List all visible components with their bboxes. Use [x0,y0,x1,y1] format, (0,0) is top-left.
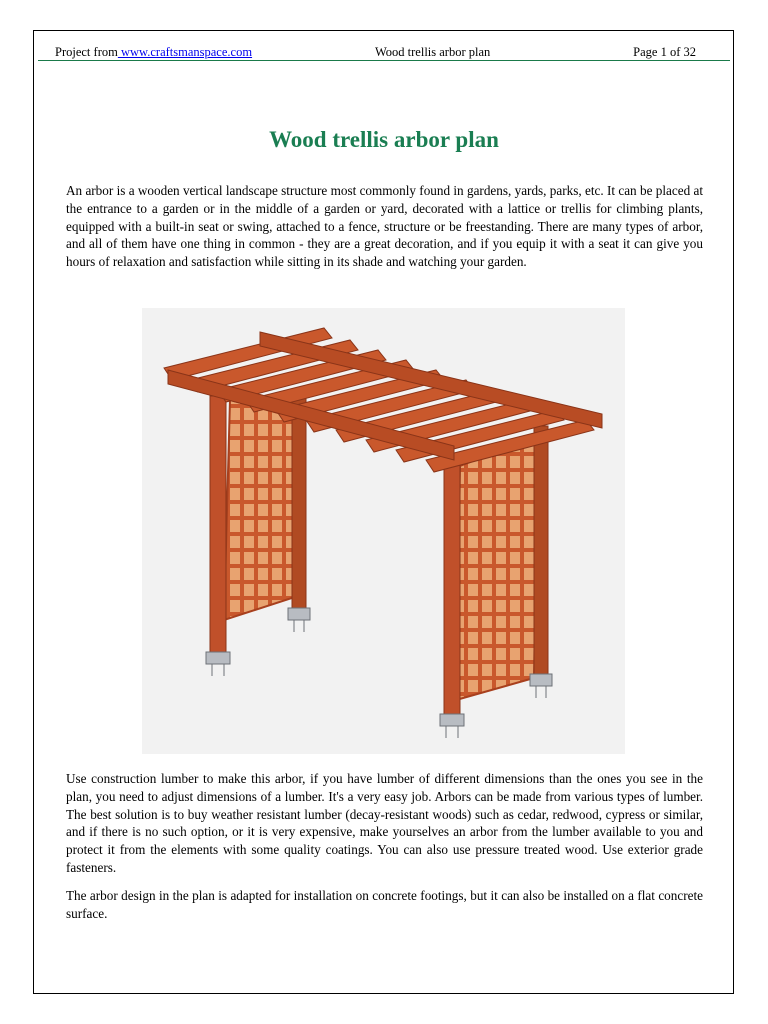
arbor-drawing [142,308,625,754]
right-back-post [534,426,548,684]
header-divider [38,60,730,61]
header-project-source [55,44,252,60]
left-back-post [292,396,306,618]
header-website-link[interactable]: www.craftsmanspace.com [117,45,253,59]
lumber-paragraph: Use construction lumber to make this arbor, if you have lumber of different dimensions than the ones you see in the plan, you need to adjust dimensions of a lumber. It's a very easy job. Arbors can be made from various types of lumber. The best solution is to buy weather resistant lumber (decay-resistant woods) such as cedar, redwood, cypress or similar, and if there is no such option, or it is very expensive, make yourselves an arbor from the lumber available to you and protect it from the elements with some quality coatings. You can also use pressure treated wood. Use exterior grade fasteners. [66,771,703,875]
right-front-post [444,458,460,724]
page-title: Wood trellis arbor plan [269,127,499,152]
intro-paragraph: An arbor is a wooden vertical landscape structure most commonly found in gardens, yards, parks, etc. It can be placed at the entrance to a garden or in the middle of a garden or yard, decorated with a lattice or trellis for climbing plants, equipped with a built-in seat or swing, attached to a fence, structure or be freestanding. There are many types of arbor, and all of them have one thing in common - they are a great decoration, and if you equip it with a seat it can give you hours of relaxation and satisfaction while sitting in its shade and watching your garden. [66,183,703,270]
arbor-illustration [142,308,625,754]
right-lattice-panel [456,436,538,700]
header-document-title: Wood trellis arbor plan [375,45,491,59]
header-project-label: Project from [55,45,118,59]
footing-paragraph: The arbor design in the plan is adapted for installation on concrete footings, but it can also be installed on a flat concrete surface. [66,888,703,921]
left-front-post [210,396,226,662]
page-header [33,44,734,60]
header-page-number: Page 1 of 32 [633,45,696,59]
